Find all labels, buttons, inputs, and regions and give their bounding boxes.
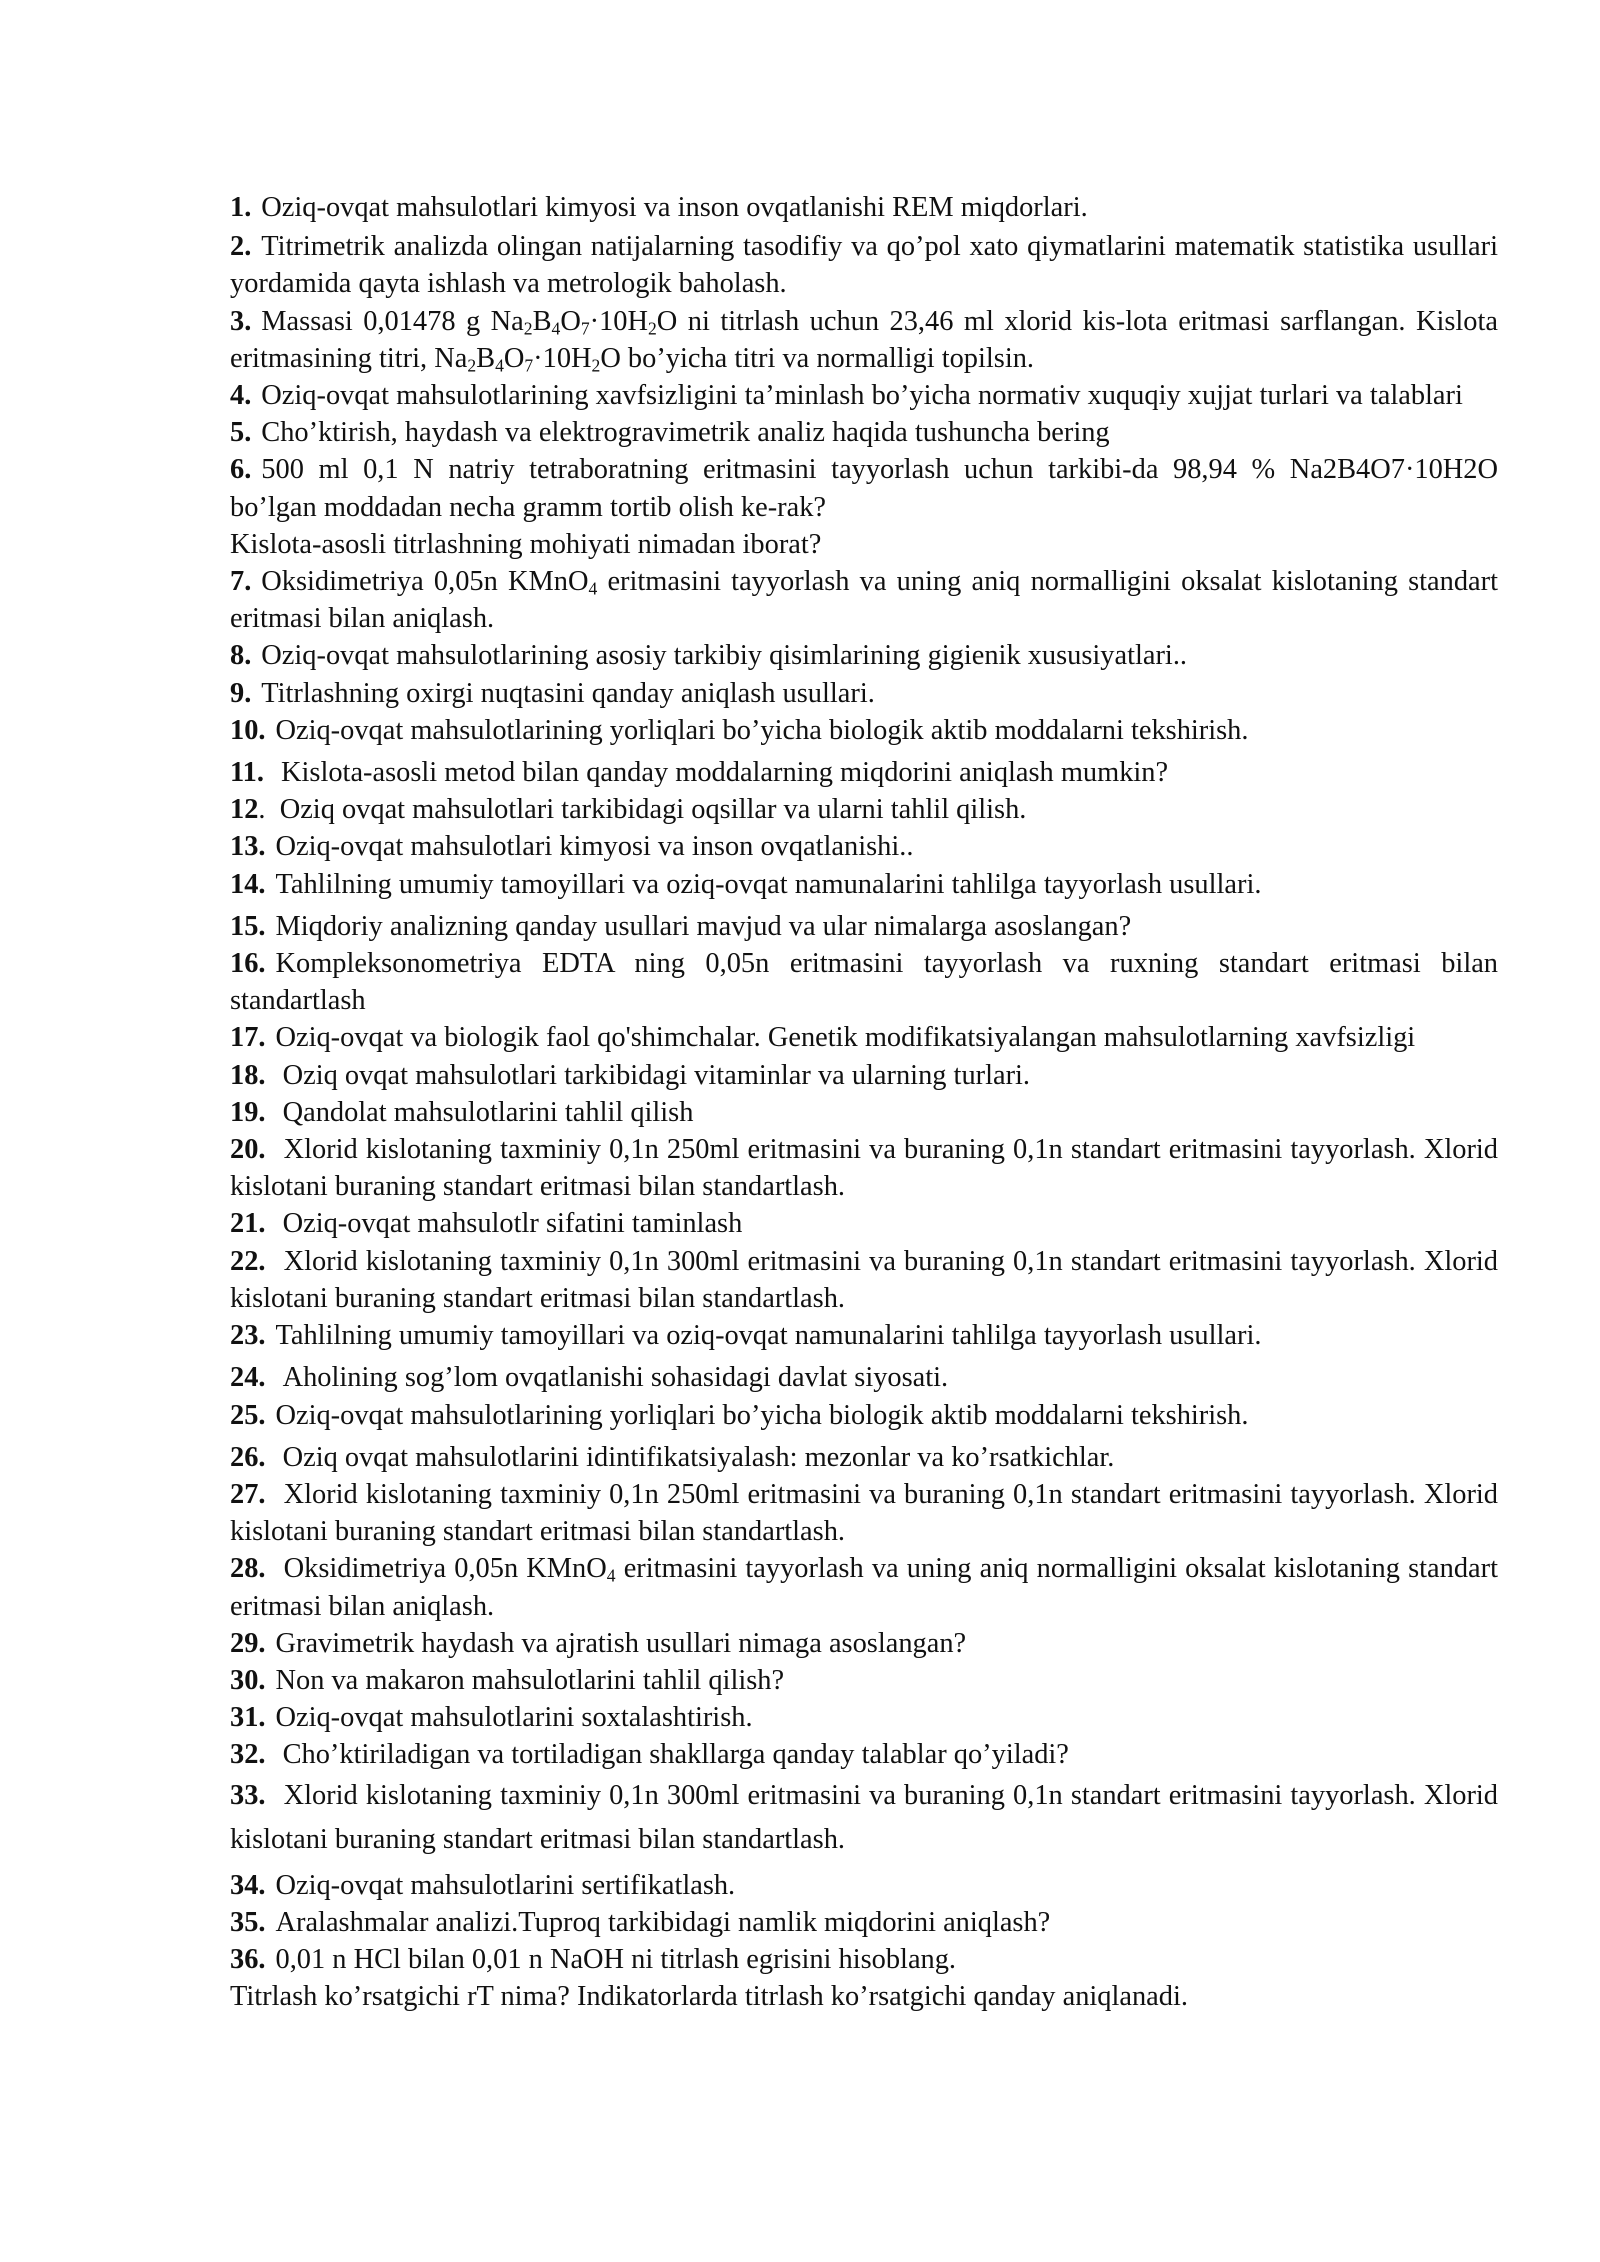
question-text: O ni titrlash uchun 23,46 ml xlorid kis-lota eritmasi sarflangan. Kislota eritmasining titri, Na: [230, 305, 1498, 374]
question-number: 11.: [230, 757, 264, 789]
question-36: [230, 1941, 1498, 1978]
question-number: 10.: [230, 714, 266, 746]
question-text: B: [476, 342, 496, 374]
question-number: 35.: [230, 1906, 266, 1938]
question-20: [230, 1131, 1498, 1205]
question-number: 21.: [230, 1208, 266, 1240]
question-12: [230, 791, 1498, 828]
question-15: [230, 908, 1498, 945]
question-text: Xlorid kislotaning taxminiy 0,1n 250ml eritmasini va buraning 0,1n standart eritmasini tayyorlash. Xlorid kislotani buraning standart eritmasi bilan standartlash.: [230, 1478, 1498, 1548]
question-text: O: [560, 305, 581, 337]
question-36-extra: Titrlash ko’rsatgichi rT nima? Indikatorlarda titrlash ko’rsatgichi qanday aniqlanadi.: [230, 1981, 1188, 2013]
question-text: Qandolat mahsulotlarini tahlil qilish: [282, 1096, 694, 1128]
question-6: [230, 451, 1498, 525]
question-text: Tahlilning umumiy tamoyillari va oziq-ovqat namunalarini tahlilga tayyorlash usullari.: [275, 868, 1262, 900]
question-number: 27.: [230, 1478, 266, 1510]
question-number: 19.: [230, 1096, 266, 1128]
question-number: 4.: [230, 380, 252, 412]
subscript: 4: [588, 578, 598, 599]
question-text: Oksidimetriya 0,05n KMnO: [261, 566, 589, 598]
question-number-dot: .: [258, 794, 266, 826]
question-number: 18.: [230, 1059, 266, 1091]
question-number: 28.: [230, 1553, 266, 1585]
question-11: [230, 754, 1498, 791]
question-number: 31.: [230, 1702, 266, 1734]
question-14: [230, 866, 1498, 903]
question-29: [230, 1625, 1498, 1662]
question-number: 16.: [230, 948, 266, 980]
subscript: 4: [551, 318, 561, 338]
question-number: 3.: [230, 305, 252, 337]
question-text: eritmasini tayyorlash va uning aniq normalligini oksalat kislotaning standart eritmasi bilan aniqlash.: [230, 1553, 1498, 1622]
question-text: 0,01 n HCl bilan 0,01 n NaOH ni titrlash egrisini hisoblang.: [275, 1943, 957, 1975]
subscript: 4: [606, 1565, 616, 1586]
question-17: [230, 1019, 1498, 1056]
question-23: [230, 1317, 1498, 1354]
question-27: [230, 1476, 1498, 1550]
question-19: [230, 1094, 1498, 1131]
question-number: 25.: [230, 1399, 266, 1431]
question-number: 9.: [230, 677, 252, 709]
question-number: 8.: [230, 640, 252, 672]
question-text: Xlorid kislotaning taxminiy 0,1n 300ml eritmasini va buraning 0,1n standart eritmasini tayyorlash. Xlorid kislotani buraning standart eritmasi bilan standartlash.: [230, 1779, 1498, 1855]
question-number: 12: [230, 794, 259, 826]
question-list: [230, 189, 1498, 2015]
subscript: 2: [467, 355, 477, 376]
question-text: Titrlashning oxirgi nuqtasini qanday aniqlash usullari.: [261, 677, 875, 709]
question-text: Massasi 0,01478 g Na: [261, 305, 524, 337]
question-text: Oziq ovqat mahsulotlari tarkibidagi vitaminlar va ularning turlari.: [282, 1059, 1031, 1091]
question-28: [230, 1550, 1498, 1624]
question-text: Cho’ktirish, haydash va elektrogravimetrik analiz haqida tushuncha bering: [261, 417, 1110, 449]
subscript: 7: [524, 355, 534, 376]
question-text: ·10H: [589, 305, 648, 337]
question-number: 34.: [230, 1869, 266, 1901]
question-text: Oziq-ovqat mahsulotlarining xavfsizligini ta’minlash bo’yicha normativ xuquqiy xujjat turlari va talablari: [261, 380, 1463, 412]
question-text: Oksidimetriya 0,05n KMnO: [283, 1553, 607, 1585]
question-16: [230, 945, 1498, 1019]
question-number: 26.: [230, 1441, 266, 1473]
question-text: Oziq-ovqat mahsulotlarini sertifikatlash.: [275, 1869, 736, 1901]
question-number: 32.: [230, 1739, 266, 1771]
question-2: [230, 228, 1498, 302]
question-number: 23.: [230, 1320, 266, 1352]
subscript: 2: [591, 355, 601, 376]
question-number: 1.: [230, 192, 252, 223]
question-number: 14.: [230, 868, 266, 900]
subscript: 4: [495, 355, 504, 376]
question-number: 29.: [230, 1627, 266, 1659]
question-text: Gravimetrik haydash va ajratish usullari nimaga asoslangan?: [275, 1627, 967, 1659]
question-text: O bo’yicha titri va normalligi topilsin.: [600, 342, 1035, 374]
question-text: Oziq-ovqat mahsulotlari kimyosi va inson ovqatlanishi..: [275, 831, 914, 863]
question-7: [230, 563, 1498, 637]
question-text: 500 ml 0,1 N natriy tetraboratning eritmasini tayyorlash uchun tarkibi-da 98,94 % Na2B4O7·10H2O bo’lgan moddadan necha gramm tortib olish ke-rak?: [230, 454, 1498, 523]
question-number: 30.: [230, 1664, 266, 1696]
question-text: Oziq-ovqat va biologik faol qo'shimchalar. Genetik modifikatsiyalangan mahsulotlarning xavfsizligi: [275, 1022, 1416, 1054]
question-text: Kompleksonometriya EDTA ning 0,05n eritmasini tayyorlash va ruxning standart eritmasi bilan standartlash: [230, 948, 1498, 1017]
question-text: Oziq-ovqat mahsulotlari kimyosi va inson ovqatlanishi REM miqdorlari.: [261, 192, 1088, 223]
subscript: 7: [580, 318, 590, 338]
question-9: [230, 675, 1498, 712]
question-text: Oziq ovqat mahsulotlari tarkibidagi oqsillar va ularni tahlil qilish.: [279, 794, 1027, 826]
question-34: [230, 1867, 1498, 1904]
question-text: Miqdoriy analizning qanday usullari mavjud va ular nimalarga asoslangan?: [275, 910, 1132, 942]
question-text: B: [532, 305, 552, 337]
question-32: [230, 1736, 1498, 1773]
question-22: [230, 1243, 1498, 1317]
question-number: 24.: [230, 1362, 266, 1394]
question-number: 15.: [230, 910, 266, 942]
question-number: 22.: [230, 1245, 266, 1277]
subscript: 2: [647, 318, 657, 338]
question-5: [230, 414, 1498, 451]
question-text: Oziq-ovqat mahsulotlarining yorliqlari bo’yicha biologik aktib moddalarni tekshirish.: [275, 1399, 1249, 1431]
question-text: Tahlilning umumiy tamoyillari va oziq-ovqat namunalarini tahlilga tayyorlash usullari.: [275, 1320, 1262, 1352]
question-text: Xlorid kislotaning taxminiy 0,1n 250ml eritmasini va buraning 0,1n standart eritmasini tayyorlash. Xlorid kislotani buraning standart eritmasi bilan standartlash.: [230, 1134, 1498, 1203]
question-text: Oziq ovqat mahsulotlarini idintifikatsiyalash: mezonlar va ko’rsatkichlar.: [282, 1441, 1115, 1473]
question-8: [230, 637, 1498, 674]
question-number: 6.: [230, 454, 252, 486]
question-number: 13.: [230, 831, 266, 863]
question-number: 20.: [230, 1134, 266, 1166]
question-text: O: [503, 342, 525, 374]
question-31: [230, 1699, 1498, 1736]
question-text: Oziq-ovqat mahsulotlr sifatini taminlash: [282, 1208, 743, 1240]
question-number: 33.: [230, 1779, 266, 1811]
question-number: 17.: [230, 1022, 266, 1054]
question-30: [230, 1662, 1498, 1699]
question-24: [230, 1359, 1498, 1396]
question-text: Oziq-ovqat mahsulotlarining yorliqlari bo’yicha biologik aktib moddalarni tekshirish.: [275, 714, 1249, 746]
question-1: [230, 189, 1498, 226]
question-text: Non va makaron mahsulotlarini tahlil qilish?: [275, 1664, 785, 1696]
question-6-extra: Kislota-asosli titrlashning mohiyati nimadan iborat?: [230, 528, 822, 560]
question-text: Titrimetrik analizda olingan natijalarning tasodifiy va qo’pol xato qiymatlarini matematik statistika usullari yordamida qayta ishlash va metrologik baholash.: [230, 231, 1498, 300]
question-33: [230, 1774, 1498, 1862]
question-3: [230, 303, 1498, 377]
question-26: [230, 1439, 1498, 1476]
subscript: 2: [523, 318, 533, 338]
question-10: [230, 712, 1498, 749]
question-number: 2.: [230, 231, 252, 263]
question-text: ·10H: [533, 342, 592, 374]
question-35: [230, 1904, 1498, 1941]
question-18: [230, 1057, 1498, 1094]
question-25: [230, 1397, 1498, 1434]
question-text: Cho’ktiriladigan va tortiladigan shakllarga qanday talablar qo’yiladi?: [282, 1739, 1069, 1771]
question-21: [230, 1205, 1498, 1242]
question-text: Xlorid kislotaning taxminiy 0,1n 300ml eritmasini va buraning 0,1n standart eritmasini tayyorlash. Xlorid kislotani buraning standart eritmasi bilan standartlash.: [230, 1245, 1498, 1314]
question-text: eritmasini tayyorlash va uning aniq normalligini oksalat kislotaning standart eritmasi bilan aniqlash.: [230, 566, 1498, 635]
question-text: Oziq-ovqat mahsulotlarining asosiy tarkibiy qisimlarining gigienik xususiyatlari..: [261, 640, 1188, 672]
question-13: [230, 828, 1498, 865]
question-4: [230, 377, 1498, 414]
question-number: 7.: [230, 566, 252, 598]
question-text: Aralashmalar analizi.Tuproq tarkibidagi namlik miqdorini aniqlash?: [275, 1906, 1051, 1938]
question-text: Aholining sog’lom ovqatlanishi sohasidagi davlat siyosati.: [282, 1362, 949, 1394]
question-number: 5.: [230, 417, 252, 449]
question-text: Oziq-ovqat mahsulotlarini soxtalashtirish.: [275, 1702, 753, 1734]
question-number: 36.: [230, 1943, 266, 1975]
question-text: Kislota-asosli metod bilan qanday moddalarning miqdorini aniqlash mumkin?: [281, 757, 1169, 789]
